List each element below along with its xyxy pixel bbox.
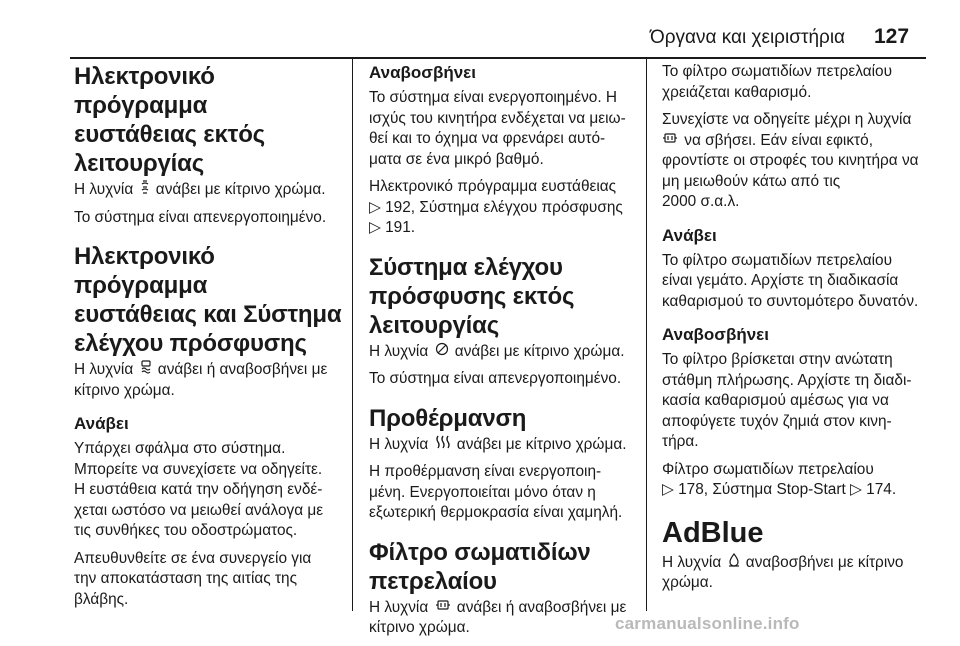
dpf-icon <box>435 598 451 612</box>
page-header <box>0 27 960 59</box>
paragraph: Ηλεκτρονικό πρόγραμμα ευστάθειας ▷ 192, Σύστημα ελέγχου πρόσφυσης ▷ 191. <box>369 177 639 239</box>
watermark: carmanualsonline.info <box>615 614 800 633</box>
paragraph: Η λυχνία ανάβει με κίτρινο χρώμα. <box>74 181 326 198</box>
subheading-flashes: Αναβοσβήνει <box>662 325 769 344</box>
paragraph: Συνεχίστε να οδηγείτε μέχρι η λυχνία να σβήσει. Εάν είναι εφικτό, φροντίστε οι στροφές του κινητήρα να μη μειωθούν κάτω από τις 2000 σ.α.λ. <box>662 111 919 210</box>
dpf-icon <box>662 131 678 145</box>
paragraph: Το φίλτρο βρίσκεται στην ανώτατη στάθμη πλήρωσης. Αρχίστε τη διαδι- κασία καθαρισμού αμέσως για να αποφύγετε τυχόν ζημιά στον κινη- τήρα. <box>662 351 912 450</box>
heading-esc-traction: Ηλεκτρονικό πρόγραμμα ευστάθειας και Σύστημα ελέγχου πρόσφυσης <box>74 243 342 357</box>
page-ref-icon: ▷ <box>369 219 381 236</box>
traction-off-icon <box>435 342 449 356</box>
column-3 <box>662 62 934 601</box>
page-ref-icon: ▷ <box>369 198 381 216</box>
paragraph: Υπάρχει σφάλμα στο σύστημα. Μπορείτε να συνεχίσετε να οδηγείτε. Η ευστάθεια κατά την οδήγηση ενδέ- χεται ωστόσο να μειωθεί ανάλογα με τις συνθήκες του οδοστρώματος. <box>74 440 324 539</box>
paragraph: Το σύστημα είναι απενεργοποιημένο. <box>369 370 622 387</box>
header-rule <box>70 57 926 59</box>
paragraph: Η λυχνία ανάβει ή αναβοσβήνει με κίτρινο χρώμα. <box>74 361 328 399</box>
paragraph: Το σύστημα είναι απενεργοποιημένο. <box>74 208 327 226</box>
subheading-flashes: Αναβοσβήνει <box>369 63 476 82</box>
paragraph: Το φίλτρο σωματιδίων πετρελαίου είναι γεμάτο. Αρχίστε τη διαδικασία καθαρισμού το συντομότερο δυνατόν. <box>662 251 919 310</box>
subheading-lights: Ανάβει <box>662 225 717 245</box>
heading-preheat: Προθέρμανση <box>369 404 527 432</box>
heading-dpf: Φίλτρο σωματιδίων πετρελαίου <box>369 538 591 595</box>
page-ref-icon: ▷ <box>850 481 862 498</box>
paragraph: Η λυχνία αναβοσβήνει με κίτρινο χρώμα. <box>662 553 904 591</box>
page-ref-icon: ▷ <box>662 481 674 498</box>
column-divider-2 <box>646 59 647 611</box>
paragraph: Απευθυνθείτε σε ένα συνεργείο για την αποκατάσταση της αιτίας της βλάβης. <box>74 549 312 608</box>
paragraph: Η λυχνία ανάβει με κίτρινο χρώμα. <box>369 342 625 360</box>
column-2 <box>369 62 639 646</box>
paragraph: Η λυχνία ανάβει ή αναβοσβήνει με κίτρινο χρώμα. <box>369 598 627 636</box>
paragraph: Η λυχνία ανάβει με κίτρινο χρώμα. <box>369 435 627 453</box>
heading-traction-off: Σύστημα ελέγχου πρόσφυσης εκτός λειτουργίας <box>369 253 575 339</box>
paragraph: Το σύστημα είναι ενεργοποιημένο. Η ισχύς του κινητήρα ενδέχεται να μειω- θεί και το όχημα να φρενάρει αυτό- ματα σε ένα μικρό βαθμό. <box>369 89 626 168</box>
paragraph: Το φίλτρο σωματιδίων πετρελαίου χρειάζεται καθαρισμό. <box>662 63 892 101</box>
traction-control-icon <box>140 360 152 374</box>
page-number: 127 <box>874 25 910 48</box>
adblue-icon <box>728 553 740 567</box>
column-divider-1 <box>352 59 353 611</box>
paragraph: Η προθέρμανση είναι ενεργοποιη- μένη. Ενεργοποιείται μόνο όταν η εξωτερική θερμοκρασία είναι χαμηλή. <box>369 463 623 521</box>
heading-adblue: AdBlue <box>662 516 764 549</box>
column-1 <box>74 62 344 617</box>
heading-esc-off: Ηλεκτρονικό πρόγραμμα ευστάθειας εκτός λειτουργίας <box>74 63 265 177</box>
paragraph: Φίλτρο σωματιδίων πετρελαίου ▷ 178, Σύστημα Stop-Start ▷ 174. <box>662 460 934 501</box>
esc-off-icon <box>140 180 150 194</box>
section-title: Όργανα και χειριστήρια <box>650 27 846 48</box>
glow-plug-icon <box>435 435 451 449</box>
subheading-lights: Ανάβει <box>74 414 129 433</box>
